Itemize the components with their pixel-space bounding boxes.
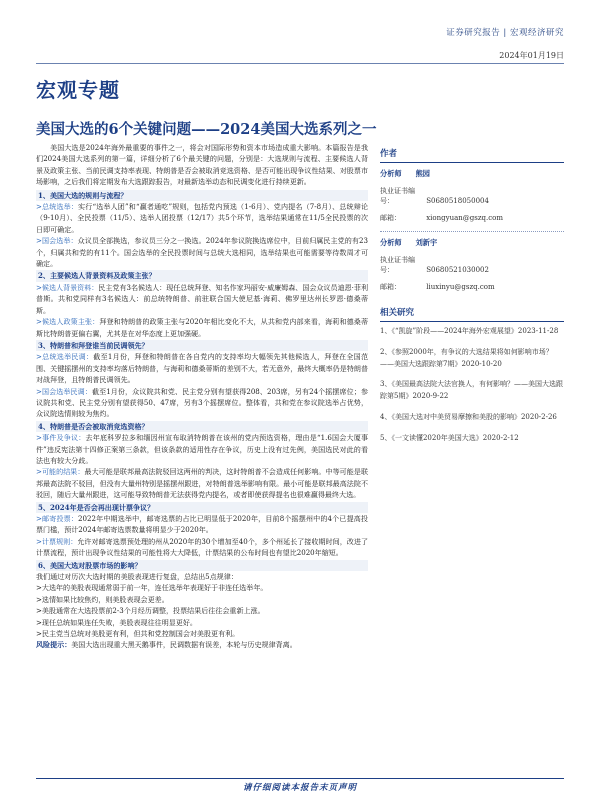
section-1-text-1: 实行“选举人团”和“赢者通吃”规则，包括党内预选（1-6月）、党内提名（7-8月）、总统辩论（9-10月）、全民投票（11/5）、选举人团投票（12/17）共5个环节，选举结果通常在11/5全民投票的次日即可确定。 (36, 202, 368, 234)
analyst-role: 分析师 (380, 169, 402, 178)
section-3-keyword-2: >国会选举民调： (36, 386, 92, 396)
report-type-tags: 证券研究报告 | 宏观经济研究 (446, 28, 564, 38)
section-2-keyword-2: >候选人政策主张： (36, 317, 100, 327)
section-1-para-1 (36, 201, 368, 235)
section-6-lead: 我们通过对历次大选时期的美股表现进行复盘，总结出5点规律： (36, 572, 238, 582)
risk-label: 风险提示： (36, 640, 72, 650)
page-footer (36, 778, 564, 795)
section-2-para-2 (36, 316, 368, 339)
section-5-keyword-2: >计票规则： (36, 536, 78, 546)
section-3-keyword-1: >总统选举民调： (36, 352, 94, 362)
authors-heading: 作者 (380, 147, 564, 163)
report-title: 美国大选的6个关键问题——2024美国大选系列之一 (36, 121, 377, 138)
list-item: >美股通常在大选投票前2-3个月经历调整，投票结果后往往会重新上涨。 (36, 606, 265, 616)
section-1-heading: 1、美国大选的规则与流程？ (36, 190, 368, 201)
email-label: 邮箱： (380, 283, 401, 291)
analyst-card (380, 169, 564, 223)
section-2-text-2: 拜登和特朗普的政策主张与2020年相比变化不大，从共和党内部来看，海莉和德桑蒂斯比特朗普更偏右翼，尤其是在对华态度上更加强硬。 (36, 317, 368, 338)
section-4-heading: 4、特朗普是否会被取消竞选资格？ (36, 421, 368, 432)
analyst-card (380, 238, 564, 292)
section-3-text-1: 截至1月份，拜登和特朗普在各自党内的支持率均大幅领先其他候选人，拜登在全国范围、关键摇摆州的支持率均落后特朗普，与海莉和德桑蒂斯的差别不大，若无意外，最终大概率仍是特朗普对战拜登，且特朗普民调领先。 (36, 352, 368, 385)
section-2-para-1 (36, 282, 368, 316)
analyst-name: 刘新宇 (415, 238, 438, 247)
analyst-email[interactable]: xiongyuan@gszq.com (426, 214, 504, 222)
main-column (36, 142, 368, 774)
section-3-heading: 3、特朗普和拜登谁当前民调领先？ (36, 340, 368, 351)
divider (380, 231, 564, 232)
analyst-name: 熊园 (415, 169, 430, 178)
intro-paragraph: 美国大选是2024年海外最重要的事件之一，将会对国际形势和资本市场造成重大影响。本篇报告是我们2024美国大选系列的第一篇，详细分析了6个最关键的问题，分别是：大选规则与流程、主要候选人背景及政策主张、当前民调支持率表现、特朗普是否会被取消竞选资格、是否可能出现争议性结果、对股票市场影响，之后我们将定期发布大选跟踪报告，对最新选举动态和民调变化进行持续更新。 (36, 143, 368, 187)
analyst-role: 分析师 (380, 238, 402, 247)
cert-label: 执业证书编号： (380, 187, 415, 205)
section-2-heading: 2、主要候选人背景资料及政策主张？ (36, 270, 368, 281)
section-4-para-2 (36, 466, 368, 500)
related-report-link[interactable]: 3、《美国最高法院大法官换人，有何影响？——美国大选跟踪第5期》2020-9-22 (380, 380, 563, 401)
section-2-keyword-1: >候选人背景资料： (36, 282, 99, 292)
section-1-keyword-1: >总统选举： (36, 202, 79, 212)
related-report-link[interactable]: 2、《参照2000年，有争议的大选结果将如何影响市场？——美国大选跟踪第7期》2020-10-20 (380, 347, 553, 368)
section-4-keyword-1: >事件及争议： (36, 433, 86, 443)
section-4-text-2: 最大可能是联邦最高法院驳回这两州的判决，这时特朗普不会造成任何影响。中等可能是联邦最高法院不驳回，但没有大量州特别是摇摆州跟进，对特朗普选举影响有限。最小可能是联邦最高法院不驳回，随后大量州跟进，这可能导致特朗普无法获得党内提名，或者即使获得提名也很难赢得最终大选。 (36, 467, 368, 500)
section-3-text-2: 截至1月份，众议院共和党、民主党分别有望获得208、203席，另有24个摇摆席位；参议院共和党、民主党分别有望获得50、47席，另有3个摇摆席位。整体看，共和党在参议院选举占优势，众议院选情则较为焦灼。 (36, 386, 368, 419)
list-item: >大选年的美股表现通常弱于前一年，连任选举年表现好于非连任选举年。 (36, 583, 268, 593)
section-4-keyword-2: >可能的结果： (36, 467, 85, 477)
section-1-text-2: 众议员全部换选，参议员三分之一换选。2024年参议院换选席位中，目前归属民主党的有23个，归属共和党的有11个。国会选举的全民投票时间与总统大选相同，选举结果也可能需要等待数周才可确定。 (36, 236, 368, 269)
section-4-text-1: 去年底科罗拉多和缅因州宣布取消特朗普在该州的党内预选资格，理由是“1.6国会大厦事件”违反宪法第十四修正案第三条款，但该条款的适用性存在争议，历史上没有过先例，美国选民对此的看法也有较大分歧。 (36, 433, 368, 465)
section-6-heading: 6、美国大选对股票市场的影响？ (36, 560, 368, 571)
disclaimer-notice: 请仔细阅读本报告末页声明 (242, 783, 357, 793)
cert-label: 执业证书编号： (380, 256, 415, 274)
section-1-para-2 (36, 235, 368, 269)
related-report-link[interactable]: 1、《“凯旋”阶段——2024年海外宏观展望》2023-11-28 (380, 327, 559, 335)
section-2-text-1: 民主党有3名候选人：现任总统拜登、知名作家玛丽安·威廉姆森、国会众议员迪恩·菲利普斯。共和党同样有3名候选人：前总统特朗普、前驻联合国大使尼基·海莉、佛罗里达州长罗恩·德桑蒂斯。 (36, 282, 368, 315)
section-1-keyword-2: >国会选举： (36, 236, 78, 246)
analyst-email[interactable]: liuxinyu@gszq.com (426, 283, 495, 291)
related-report-link[interactable]: 5、《一文读懂2020年美国大选》2020-2-12 (380, 433, 519, 442)
section-4-para-1 (36, 432, 368, 466)
sidebar (380, 147, 564, 454)
section-5-para-1 (36, 513, 368, 536)
section-5-text-1: 2022年中期选举中，邮寄选票的占比已明显低于2020年，目前8个摇摆州中的4个已提高投票门槛，预计2024年邮寄选票数量将明显少于2020年。 (36, 514, 368, 535)
cert-number: S0680521030002 (426, 266, 489, 274)
cert-number: S0680518050004 (426, 197, 489, 205)
section-5-keyword-1: >邮寄投票： (36, 514, 79, 523)
risk-warning (36, 639, 368, 650)
list-item: >民主党当总统对美股更有利，但共和党控制国会对美股更有利。 (36, 629, 240, 639)
report-date: 2024年01月19日 (499, 51, 564, 60)
risk-text: 美国大选出现重大黑天鹅事件，民调数据有误差，本轮与历史规律背离。 (71, 640, 297, 650)
section-3-para-2 (36, 386, 368, 420)
email-label: 邮箱： (380, 214, 401, 222)
section-5-text-2: 允许对邮寄选票预处理的州从2020年的30个增加至40个，多个州延长了接收期时间，改进了计票流程，预计出现争议性结果的可能性将大大降低，计票结果的公布时间也有望比2020年缩短。 (36, 536, 368, 558)
list-item: >选情如果比较焦灼，则美股表现会更差。 (36, 594, 169, 604)
section-3-para-1 (36, 351, 368, 385)
report-header (446, 26, 564, 61)
related-report-link[interactable]: 4、《美国大选对中美贸易摩擦和美股的影响》2020-2-26 (380, 412, 557, 421)
list-item: >现任总统如果连任失败，美股表现往往明显更好。 (36, 617, 197, 627)
report-category: 宏观专题 (36, 78, 120, 102)
section-5-heading: 5、2024年是否会再出现计票争议？ (36, 502, 368, 513)
related-research-heading: 相关研究 (380, 306, 564, 322)
header-divider (36, 63, 564, 64)
section-5-para-2 (36, 536, 368, 559)
